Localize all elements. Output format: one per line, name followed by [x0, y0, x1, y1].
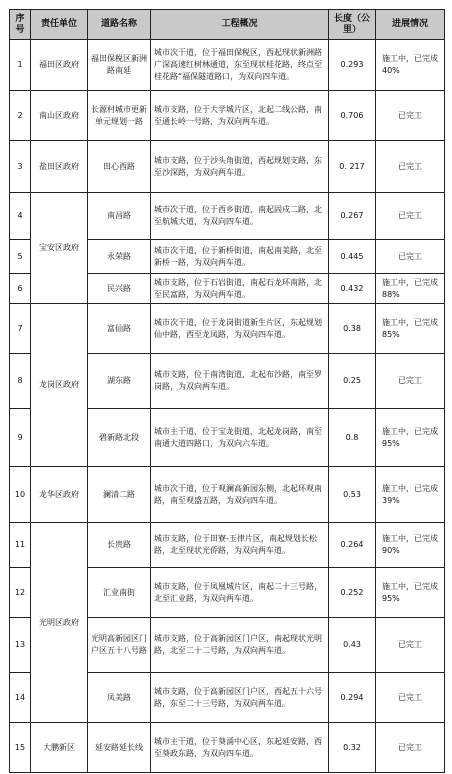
row-unit: 大鹏新区 [31, 723, 88, 773]
row-progress: 已完工 [376, 91, 445, 141]
table-row [10, 467, 445, 523]
table-row [10, 91, 445, 141]
row-length: 0.38 [329, 304, 376, 354]
row-road: 福田保税区新洲路南延 [88, 40, 151, 91]
header-row [10, 10, 445, 40]
row-no: 15 [10, 723, 31, 773]
row-length: 0.293 [329, 40, 376, 91]
row-no: 14 [10, 673, 31, 723]
row-no: 3 [10, 141, 31, 193]
row-overview: 城市次干道，位于龙岗街道新生片区，东起规划仙中路，西至龙凤路，为双向四车道。 [151, 304, 329, 354]
row-no: 5 [10, 240, 31, 274]
table-row [10, 193, 445, 240]
row-road: 湖东路 [88, 354, 151, 409]
header-progress: 进展情况 [376, 10, 445, 40]
row-length: 0.53 [329, 467, 376, 523]
table-row [10, 723, 445, 773]
row-progress: 已完工 [376, 240, 445, 274]
row-overview: 城市支路，位于凤凰城片区，南起二十三号路，北至汇业路，为双向两车道。 [151, 568, 329, 618]
row-length: 0. 217 [329, 141, 376, 193]
row-length: 0.252 [329, 568, 376, 618]
row-overview: 城市次干道，位于新桥街道，南起南美路，北至新桥一路，为双向两车道。 [151, 240, 329, 274]
row-road: 富仙路 [88, 304, 151, 354]
row-progress: 施工中，已完成85% [376, 304, 445, 354]
row-road: 碧新路北段 [88, 409, 151, 467]
table-row [10, 141, 445, 193]
row-overview: 城市支路，位于沙头角街道，西起规划支路，东至沙深路，为双向两车道。 [151, 141, 329, 193]
header-length: 长度（公里） [329, 10, 376, 40]
row-no: 8 [10, 354, 31, 409]
row-unit: 龙岗区政府 [31, 304, 88, 467]
row-no: 13 [10, 618, 31, 673]
row-length: 0.432 [329, 274, 376, 304]
row-progress: 已完工 [376, 723, 445, 773]
row-progress: 施工中，已完成88% [376, 274, 445, 304]
row-road: 田心西路 [88, 141, 151, 193]
row-progress: 施工中，已完成95% [376, 568, 445, 618]
row-progress: 已完工 [376, 673, 445, 723]
row-overview: 城市支路，位于南湾街道，北起布沙路，南至罗岗路，为双向两车道。 [151, 354, 329, 409]
row-road: 南昌路 [88, 193, 151, 240]
row-no: 6 [10, 274, 31, 304]
row-overview: 城市次干道，位于西乡街道，南起固戍二路，北至航城大道，为双向四车道。 [151, 193, 329, 240]
row-no: 9 [10, 409, 31, 467]
row-progress: 施工中，已完成90% [376, 523, 445, 568]
row-unit: 龙华区政府 [31, 467, 88, 523]
row-progress: 已完工 [376, 193, 445, 240]
row-length: 0.294 [329, 673, 376, 723]
row-length: 0.445 [329, 240, 376, 274]
row-overview: 城市支路，位于大学城片区，北起二线公路，南至通长岭一号路，为双向两车道。 [151, 91, 329, 141]
row-length: 0.267 [329, 193, 376, 240]
row-length: 0.25 [329, 354, 376, 409]
row-road: 延安路延长线 [88, 723, 151, 773]
row-overview: 城市支路，位于高新园区门户区，南起现状光明路，北至二十二号路，为双向两车道。 [151, 618, 329, 673]
row-unit: 宝安区政府 [31, 193, 88, 304]
row-unit: 南山区政府 [31, 91, 88, 141]
row-no: 2 [10, 91, 31, 141]
row-road: 永荣路 [88, 240, 151, 274]
row-road: 澜清二路 [88, 467, 151, 523]
row-no: 11 [10, 523, 31, 568]
row-road: 长源村城市更新单元规划一路 [88, 91, 151, 141]
row-length: 0.706 [329, 91, 376, 141]
header-no: 序号 [10, 10, 31, 40]
row-unit: 盐田区政府 [31, 141, 88, 193]
table-row [10, 40, 445, 91]
row-progress: 施工中，已完成95% [376, 409, 445, 467]
row-overview: 城市主干道，位于葵涌中心区，东起延安路，西至葵政东路，为双向四车道。 [151, 723, 329, 773]
row-progress: 施工中，已完成40% [376, 40, 445, 91]
row-road: 汇业南街 [88, 568, 151, 618]
row-progress: 已完工 [376, 354, 445, 409]
row-road: 长贵路 [88, 523, 151, 568]
header-overview: 工程概况 [151, 10, 329, 40]
header-road: 道路名称 [88, 10, 151, 40]
table-row [10, 523, 445, 568]
row-unit: 福田区政府 [31, 40, 88, 91]
row-no: 4 [10, 193, 31, 240]
row-overview: 城市主干道，位于宝龙街道，北起龙岗路，南至南通大道四路口，为双向六车道。 [151, 409, 329, 467]
row-overview: 城市次干道，位于观澜高新园东侧，北起环观南路，南至观盛五路，为双向四车道。 [151, 467, 329, 523]
row-road: 凤美路 [88, 673, 151, 723]
row-road: 民兴路 [88, 274, 151, 304]
row-road: 光明高新园区门户区五十八号路 [88, 618, 151, 673]
row-length: 0.8 [329, 409, 376, 467]
row-no: 10 [10, 467, 31, 523]
row-no: 12 [10, 568, 31, 618]
row-progress: 已完工 [376, 618, 445, 673]
row-unit: 光明区政府 [31, 523, 88, 723]
road-projects-table [9, 9, 445, 773]
row-progress: 施工中，已完成39% [376, 467, 445, 523]
row-length: 0.43 [329, 618, 376, 673]
row-length: 0.32 [329, 723, 376, 773]
row-overview: 城市支路，位于高新园区门户区，西起五十六号路，东至二十三号路，为双向两车道。 [151, 673, 329, 723]
row-length: 0.264 [329, 523, 376, 568]
header-unit: 责任单位 [31, 10, 88, 40]
row-overview: 城市支路，位于石岩街道，南起石龙环南路，北至民富路，为双向两车道。 [151, 274, 329, 304]
row-no: 1 [10, 40, 31, 91]
row-no: 7 [10, 304, 31, 354]
table-row [10, 304, 445, 354]
row-progress: 已完工 [376, 141, 445, 193]
row-overview: 城市次干道，位于福田保税区，西起现状新洲路广深高速红树林通道，东至现状桂花路，终点至桂花路“福保隧道路口，为双向四车道。 [151, 40, 329, 91]
row-overview: 城市支路，位于田寮-玉律片区，南起规划长松路，北至现状光侨路，为双向两车道。 [151, 523, 329, 568]
